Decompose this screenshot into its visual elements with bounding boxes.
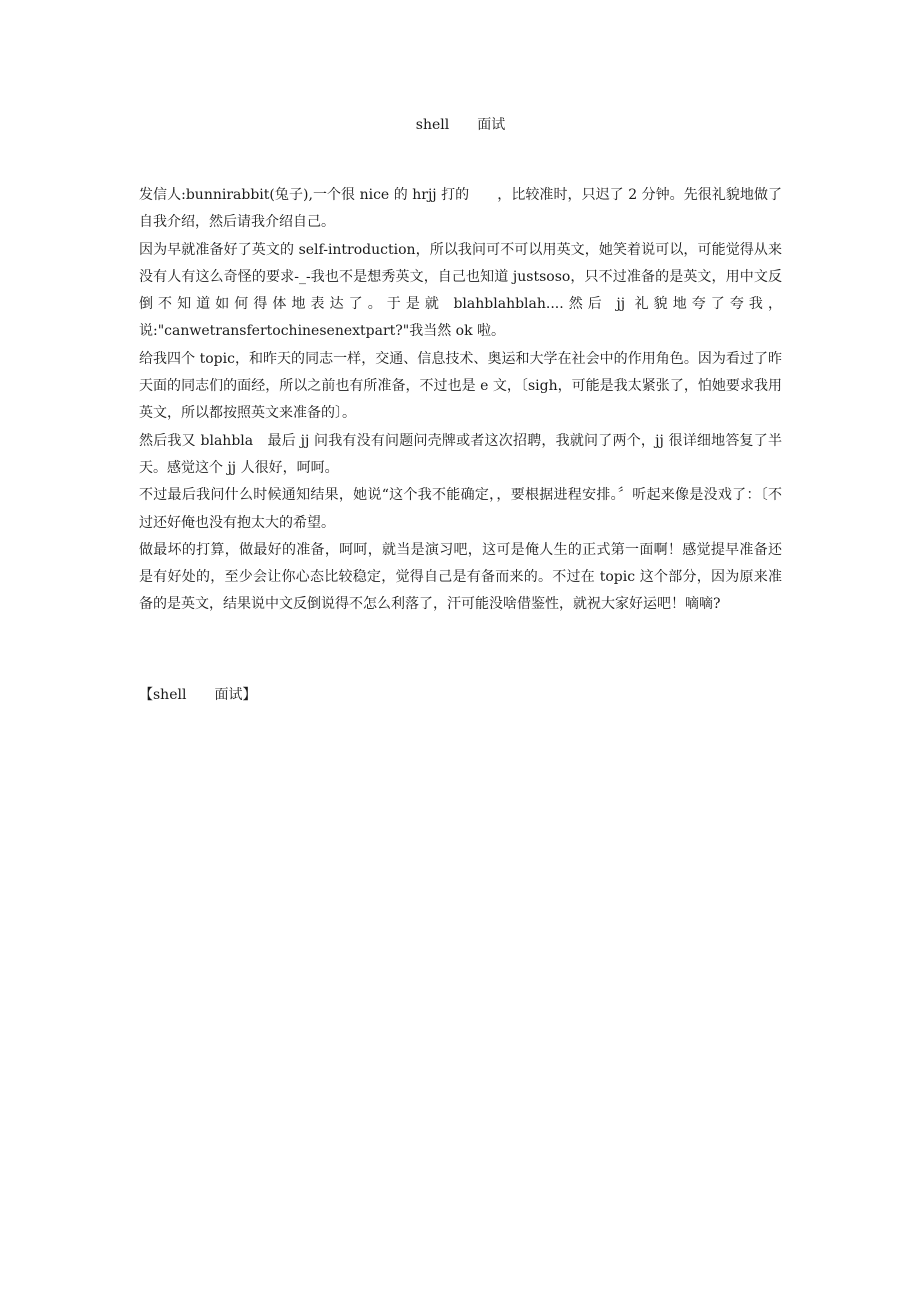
paragraph-self-introduction: 因为早就准备好了英文的 self-introduction，所以我问可不可以用英文，她笑着说可以，可能觉得从来没有人有这么奇怪的要求-_-我也不是想秀英文，自己也知道 justsoso，只不过准备的是英文，用中文反倒不知道如何得体地表达了。于是就 blahblahblah....然后 jj 礼貌地夸了夸我，说:"canwetransfertochinesenextpart?"我当然 ok 啦。 [139, 241, 782, 340]
document-title: shell 面试 [415, 117, 506, 133]
document-footer: 【shell 面试】 [139, 687, 257, 703]
paragraph-result: 不过最后我问什么时候通知结果，她说“这个我不能确定，，要根据进程安排。〞听起来像是没戏了：〔不过还好俺也没有抱太大的希望。 [139, 487, 782, 531]
paragraph-intro: 发信人:bunnirabbit(兔子),一个很 nice 的 hrjj 打的 ，比较准时，只迟了 2 分钟。先很礼貌地做了自我介绍，然后请我介绍自己。 [139, 187, 782, 231]
document-body [139, 182, 782, 619]
paragraph-questions: 然后我又 blahbla 最后 jj 问我有没有问题问壳牌或者这次招聘，我就问了两个，jj 很详细地答复了半天。感觉这个 jj 人很好，呵呵。 [139, 432, 782, 476]
paragraph-summary: 做最坏的打算，做最好的准备，呵呵，就当是演习吧，这可是俺人生的正式第一面啊！感觉提早准备还是有好处的，至少会让你心态比较稳定，觉得自己是有备而来的。不过在 topic 这个部分，因为原来准备的是英文，结果说中文反倒说得不怎么利落了，汗可能没啥借鉴性，就祝大家好运吧！嘀嘀? [139, 541, 782, 613]
paragraph-topics: 给我四个 topic，和昨天的同志一样，交通、信息技术、奥运和大学在社会中的作用角色。因为看过了昨天面的同志们的面经，所以之前也有所准备，不过也是 e 文，〔sigh，可能是我太紧张了，怕她要求我用英文，所以都按照英文来准备的〕。 [139, 350, 782, 422]
